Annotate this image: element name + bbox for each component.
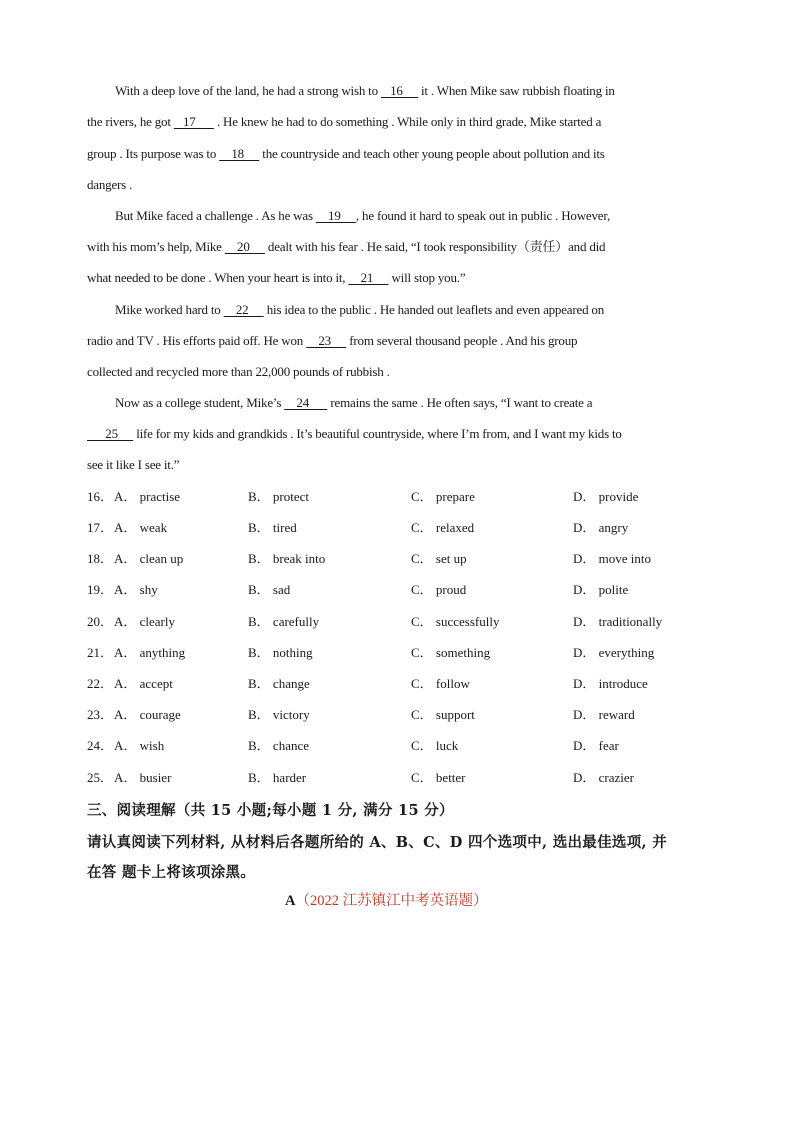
passage-letter: A xyxy=(285,893,296,909)
question-number: 21． xyxy=(87,645,114,660)
paragraph-2-line-3: what needed to be done . When your heart is into it, 21 will stop you.” xyxy=(87,270,466,285)
option-c: C． support xyxy=(411,707,475,722)
option-a: A． shy xyxy=(114,582,158,597)
option-c: C． better xyxy=(411,770,466,785)
paragraph-1-line-4: dangers . xyxy=(87,177,133,192)
option-b: B． sad xyxy=(248,582,291,597)
passage-title xyxy=(285,889,488,910)
question-number: 19． xyxy=(87,582,114,597)
paragraph-3-line-2: radio and TV . His efforts paid off. He won 23 from several thousand people . And his group xyxy=(87,333,578,348)
paragraph-3-line-3: collected and recycled more than 22,000 pounds of rubbish . xyxy=(87,364,390,379)
option-d: D． reward xyxy=(573,707,635,722)
option-b: B． nothing xyxy=(248,645,313,660)
option-a: A． clean up xyxy=(114,551,184,566)
question-number: 20． xyxy=(87,614,114,629)
option-a: A． busier xyxy=(114,770,172,785)
section-instructions-line-2: 在答 题卡上将该项涂黑。 xyxy=(87,864,256,881)
option-d: D． introduce xyxy=(573,676,648,691)
option-a: A． wish xyxy=(114,738,165,753)
paragraph-1-line-3: group . Its purpose was to 18 the countryside and teach other young people about pollution and its xyxy=(87,146,605,161)
blank-21: 21 xyxy=(348,270,389,285)
paragraph-4-line-3: see it like I see it.” xyxy=(87,457,180,472)
question-number: 22． xyxy=(87,676,114,691)
option-b: B． victory xyxy=(248,707,310,722)
question-number: 23． xyxy=(87,707,114,722)
option-d: D． everything xyxy=(573,645,655,660)
option-a: A． practise xyxy=(114,489,181,504)
option-a: A． weak xyxy=(114,520,168,535)
blank-17: 17 xyxy=(173,114,214,129)
section-heading: 三、阅读理解（共 15 小题;每小题 1 分, 满分 15 分） xyxy=(87,802,454,819)
option-b: B． carefully xyxy=(248,614,320,629)
option-b: B． tired xyxy=(248,520,297,535)
question-number: 25． xyxy=(87,770,114,785)
blank-18: 18 xyxy=(219,146,260,161)
paragraph-4-line-1: Now as a college student, Mike’s 24 remains the same . He often says, “I want to create a xyxy=(115,395,593,410)
option-a: A． clearly xyxy=(114,614,176,629)
passage-source: （2022 江苏镇江中考英语题） xyxy=(295,893,488,909)
section-instructions-line-1: 请认真阅读下列材料, 从材料后各题所给的 A、B、C、D 四个选项中, 选出最佳选项, 并 xyxy=(87,834,668,851)
option-a: A． courage xyxy=(114,707,181,722)
option-d: D． crazier xyxy=(573,770,634,785)
blank-23: 23 xyxy=(306,333,347,348)
option-d: D． polite xyxy=(573,582,629,597)
option-b: B． protect xyxy=(248,489,310,504)
question-number: 18． xyxy=(87,551,114,566)
option-c: C． prepare xyxy=(411,489,475,504)
paragraph-2-line-2: with his mom’s help, Mike 20 dealt with his fear . He said, “I took responsibility（责任）and did xyxy=(87,239,606,254)
paragraph-1-line-1: With a deep love of the land, he had a strong wish to 16 it . When Mike saw rubbish floating in xyxy=(115,83,615,98)
question-number: 24． xyxy=(87,738,114,753)
option-d: D． provide xyxy=(573,489,639,504)
option-c: C． successfully xyxy=(411,614,500,629)
option-b: B． change xyxy=(248,676,310,691)
paragraph-2-line-1: But Mike faced a challenge . As he was 19 , he found it hard to speak out in public . However, xyxy=(115,208,610,223)
blank-25: 25 xyxy=(87,426,134,441)
option-b: B． break into xyxy=(248,551,326,566)
option-d: D． move into xyxy=(573,551,651,566)
option-c: C． relaxed xyxy=(411,520,475,535)
option-a: A． accept xyxy=(114,676,173,691)
option-b: B． harder xyxy=(248,770,307,785)
option-c: C． proud xyxy=(411,582,467,597)
option-c: C． something xyxy=(411,645,491,660)
blank-20: 20 xyxy=(224,239,265,254)
blank-19: 19 xyxy=(315,208,356,223)
option-d: D． fear xyxy=(573,738,619,753)
option-c: C． luck xyxy=(411,738,459,753)
question-number: 17． xyxy=(87,520,114,535)
paragraph-4-line-2: 25 life for my kids and grandkids . It’s beautiful countryside, where I’m from, and I want my kids to xyxy=(87,426,622,441)
blank-24: 24 xyxy=(284,395,328,410)
blank-16: 16 xyxy=(380,83,418,98)
option-b: B． chance xyxy=(248,738,310,753)
option-a: A． anything xyxy=(114,645,186,660)
question-number: 16． xyxy=(87,489,114,504)
option-d: D． angry xyxy=(573,520,629,535)
option-c: C． follow xyxy=(411,676,470,691)
option-d: D． traditionally xyxy=(573,614,663,629)
option-c: C． set up xyxy=(411,551,467,566)
paragraph-1-line-2: the rivers, he got 17 . He knew he had to do something . While only in third grade, Mike started a xyxy=(87,114,602,129)
paragraph-3-line-1: Mike worked hard to 22 his idea to the public . He handed out leaflets and even appeared on xyxy=(115,302,605,317)
blank-22: 22 xyxy=(223,302,264,317)
